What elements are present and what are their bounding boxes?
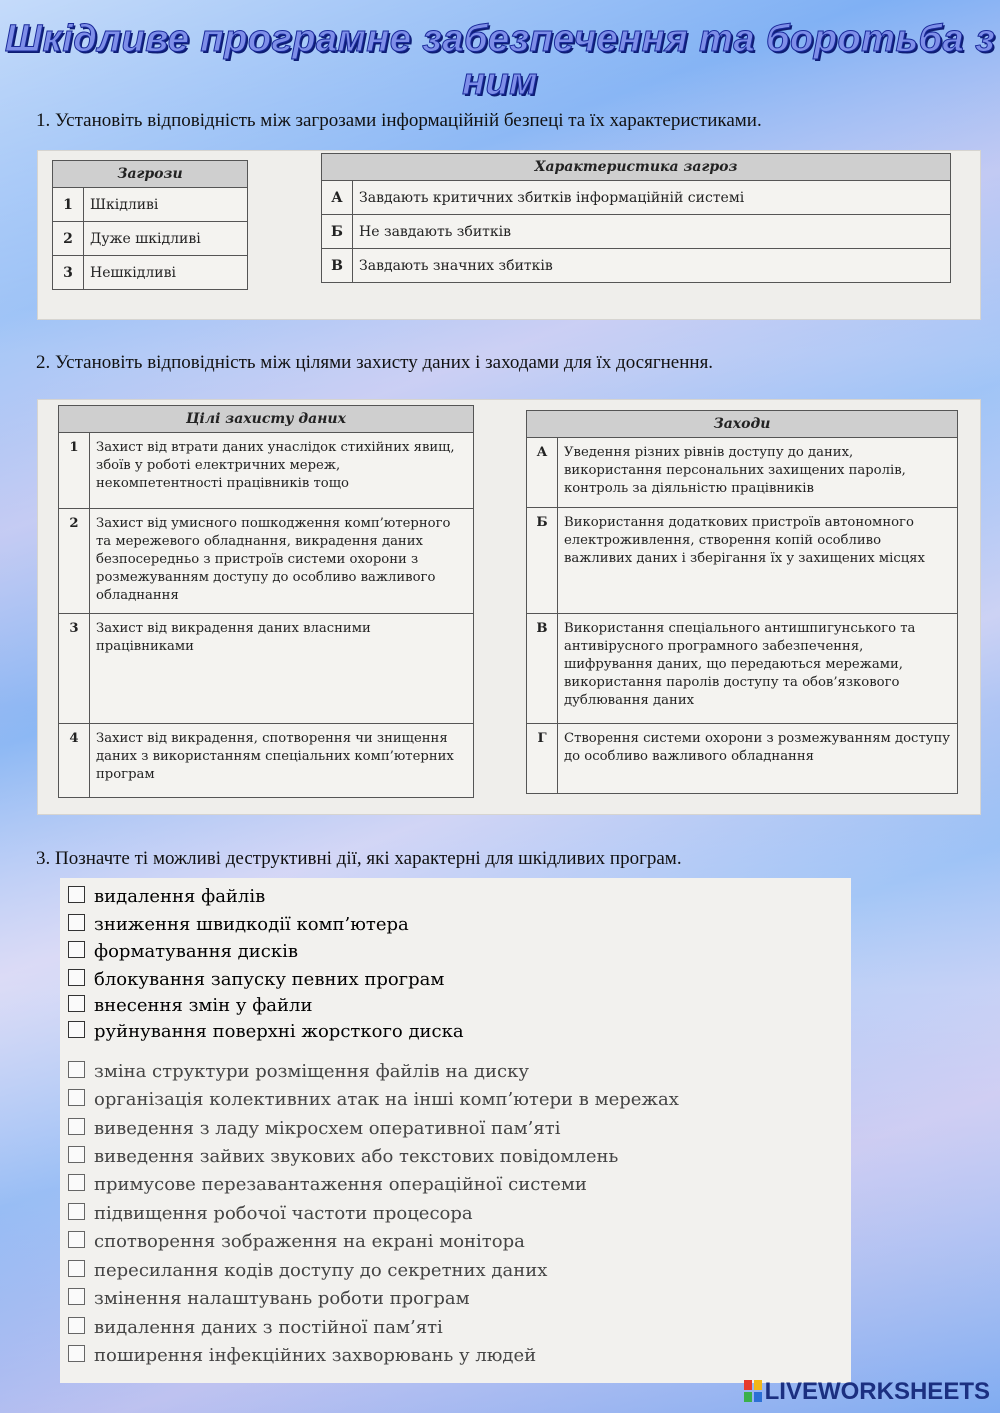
- checklist-item-label: внесення змін у файли: [94, 995, 313, 1016]
- q1-threats-table: [52, 160, 248, 290]
- q2-measures-table: [526, 410, 958, 794]
- checklist-item[interactable]: [68, 914, 409, 935]
- q2-measures-header: Заходи: [527, 411, 958, 438]
- measure-label: Використання додаткових пристроїв автономного електроживлення, створення копій особливо важливих даних і зберігання їх у захищених місцях: [558, 508, 958, 614]
- q2-goals-header: Цілі захисту даних: [59, 406, 474, 433]
- table-row: [59, 433, 474, 509]
- row-number: 3: [53, 256, 84, 290]
- q2-goals-table: [58, 405, 474, 798]
- row-letter: А: [527, 438, 558, 508]
- checklist-item-label: спотворення зображення на екрані монітора: [94, 1231, 525, 1252]
- checklist-item[interactable]: [68, 1146, 618, 1167]
- table-row: [59, 724, 474, 798]
- q1-scan-panel: [37, 150, 981, 320]
- table-row: [527, 724, 958, 794]
- row-number: 3: [59, 614, 90, 724]
- row-number: 2: [53, 222, 84, 256]
- goal-label: Захист від викрадення даних власними працівниками: [90, 614, 474, 724]
- checkbox[interactable]: [68, 1146, 85, 1163]
- checkbox[interactable]: [68, 914, 85, 931]
- table-row: [53, 222, 248, 256]
- row-number: 1: [59, 433, 90, 509]
- checkbox[interactable]: [68, 1203, 85, 1220]
- checklist-item-label: зміна структури розміщення файлів на диску: [94, 1061, 529, 1082]
- table-row: [322, 249, 951, 283]
- checkbox[interactable]: [68, 1317, 85, 1334]
- question-1-text: 1. Установіть відповідність між загрозами інформаційній безпеці та їх характеристиками.: [36, 110, 762, 131]
- checkbox[interactable]: [68, 995, 85, 1012]
- checklist-item[interactable]: [68, 969, 444, 990]
- row-letter: А: [322, 181, 353, 215]
- checklist-item-label: зниження швидкодії комп’ютера: [94, 914, 409, 935]
- checklist-item[interactable]: [68, 1174, 587, 1195]
- row-number: 4: [59, 724, 90, 798]
- checklist-item[interactable]: [68, 1061, 529, 1082]
- checkbox[interactable]: [68, 1231, 85, 1248]
- checklist-item-label: видалення даних з постійної пам’яті: [94, 1317, 443, 1338]
- q1-characteristics-table: [321, 153, 951, 283]
- table-row: [527, 614, 958, 724]
- checklist-item-label: виведення зайвих звукових або текстових повідомлень: [94, 1146, 619, 1167]
- table-row: [527, 438, 958, 508]
- goal-label: Захист від викрадення, спотворення чи знищення даних з використанням спеціальних комп’ютерних програм: [90, 724, 474, 798]
- checklist-item[interactable]: [68, 1345, 536, 1366]
- checklist-item-label: поширення інфекційних захворювань у людей: [94, 1345, 537, 1366]
- checklist-item[interactable]: [68, 1203, 473, 1224]
- row-letter: Г: [527, 724, 558, 794]
- checklist-item[interactable]: [68, 995, 312, 1016]
- checkbox[interactable]: [68, 1174, 85, 1191]
- threat-label: Шкідливі: [84, 188, 248, 222]
- threat-label: Дуже шкідливі: [84, 222, 248, 256]
- measure-label: Уведення різних рівнів доступу до даних, використання персональних захищених паролів, контроль за діяльністю працівників: [558, 438, 958, 508]
- checklist-item-label: виведення з ладу мікросхем оперативної пам’яті: [94, 1118, 561, 1139]
- row-letter: В: [322, 249, 353, 283]
- checklist-item[interactable]: [68, 1021, 464, 1042]
- checklist-item-label: форматування дисків: [94, 941, 298, 962]
- liveworksheets-logo-text: LIVEWORKSHEETS: [764, 1378, 990, 1405]
- table-row: [59, 614, 474, 724]
- checklist-item-label: руйнування поверхні жорсткого диска: [94, 1021, 464, 1042]
- liveworksheets-logo: [744, 1378, 990, 1406]
- q3-checklist: [60, 878, 851, 1383]
- row-number: 2: [59, 509, 90, 614]
- checkbox[interactable]: [68, 941, 85, 958]
- checklist-item-label: видалення файлів: [94, 886, 266, 907]
- checkbox[interactable]: [68, 1118, 85, 1135]
- q1-characteristics-header: Характеристика загроз: [322, 154, 951, 181]
- table-row: [527, 508, 958, 614]
- table-row: [59, 509, 474, 614]
- q2-scan-panel: [37, 399, 981, 815]
- question-3-text: 3. Позначте ті можливі деструктивні дії, які характерні для шкідливих програм.: [36, 848, 682, 869]
- table-row: [322, 215, 951, 249]
- measure-label: Використання спеціального антишпигунського та антивірусного програмного забезпечення, шифрування даних, що передаються мережами, використання паролів доступу та обов’язкового дублювання даних: [558, 614, 958, 724]
- page-title: Шкідливе програмне забезпечення та боротьба з ним: [4, 18, 996, 103]
- q1-threats-header: Загрози: [53, 161, 248, 188]
- question-2-text: 2. Установіть відповідність між цілями захисту даних і заходами для їх досягнення.: [36, 352, 714, 373]
- liveworksheets-logo-icon: [744, 1380, 762, 1402]
- checklist-item-label: блокування запуску певних програм: [94, 969, 445, 990]
- characteristic-label: Завдають критичних збитків інформаційній системі: [353, 181, 951, 215]
- checklist-item-label: змінення налаштувань роботи програм: [94, 1288, 470, 1309]
- checklist-item[interactable]: [68, 1260, 547, 1281]
- row-letter: В: [527, 614, 558, 724]
- measure-label: Створення системи охорони з розмежуванням доступу до особливо важливого обладнання: [558, 724, 958, 794]
- checkbox[interactable]: [68, 1021, 85, 1038]
- checklist-item[interactable]: [68, 1089, 679, 1110]
- checkbox[interactable]: [68, 1061, 85, 1078]
- checkbox[interactable]: [68, 1345, 85, 1362]
- characteristic-label: Завдають значних збитків: [353, 249, 951, 283]
- row-letter: Б: [322, 215, 353, 249]
- checkbox[interactable]: [68, 1288, 85, 1305]
- checklist-item[interactable]: [68, 1317, 443, 1338]
- checkbox[interactable]: [68, 1089, 85, 1106]
- table-row: [53, 256, 248, 290]
- row-number: 1: [53, 188, 84, 222]
- goal-label: Захист від умисного пошкодження комп’ютерного та мережевого обладнання, викрадення даних безпосередньо з пристроїв системи охорони з розмежуванням доступу до особливо важливого обладнання: [90, 509, 474, 614]
- checklist-item[interactable]: [68, 1231, 525, 1252]
- checkbox[interactable]: [68, 886, 85, 903]
- checklist-item[interactable]: [68, 941, 298, 962]
- checkbox[interactable]: [68, 1260, 85, 1277]
- checklist-item-label: організація колективних атак на інші комп’ютери в мережах: [94, 1089, 679, 1110]
- table-row: [322, 181, 951, 215]
- checkbox[interactable]: [68, 969, 85, 986]
- checklist-item-label: примусове перезавантаження операційної системи: [94, 1174, 587, 1195]
- checklist-item[interactable]: [68, 1118, 560, 1139]
- characteristic-label: Не завдають збитків: [353, 215, 951, 249]
- threat-label: Нешкідливі: [84, 256, 248, 290]
- table-row: [53, 188, 248, 222]
- checklist-item[interactable]: [68, 1288, 470, 1309]
- goal-label: Захист від втрати даних унаслідок стихійних явищ, збоїв у роботі електричних мереж, некомпетентності працівників тощо: [90, 433, 474, 509]
- checklist-item-label: підвищення робочої частоти процесора: [94, 1203, 473, 1224]
- row-letter: Б: [527, 508, 558, 614]
- checklist-item[interactable]: [68, 886, 265, 907]
- checklist-item-label: пересилання кодів доступу до секретних даних: [94, 1260, 548, 1281]
